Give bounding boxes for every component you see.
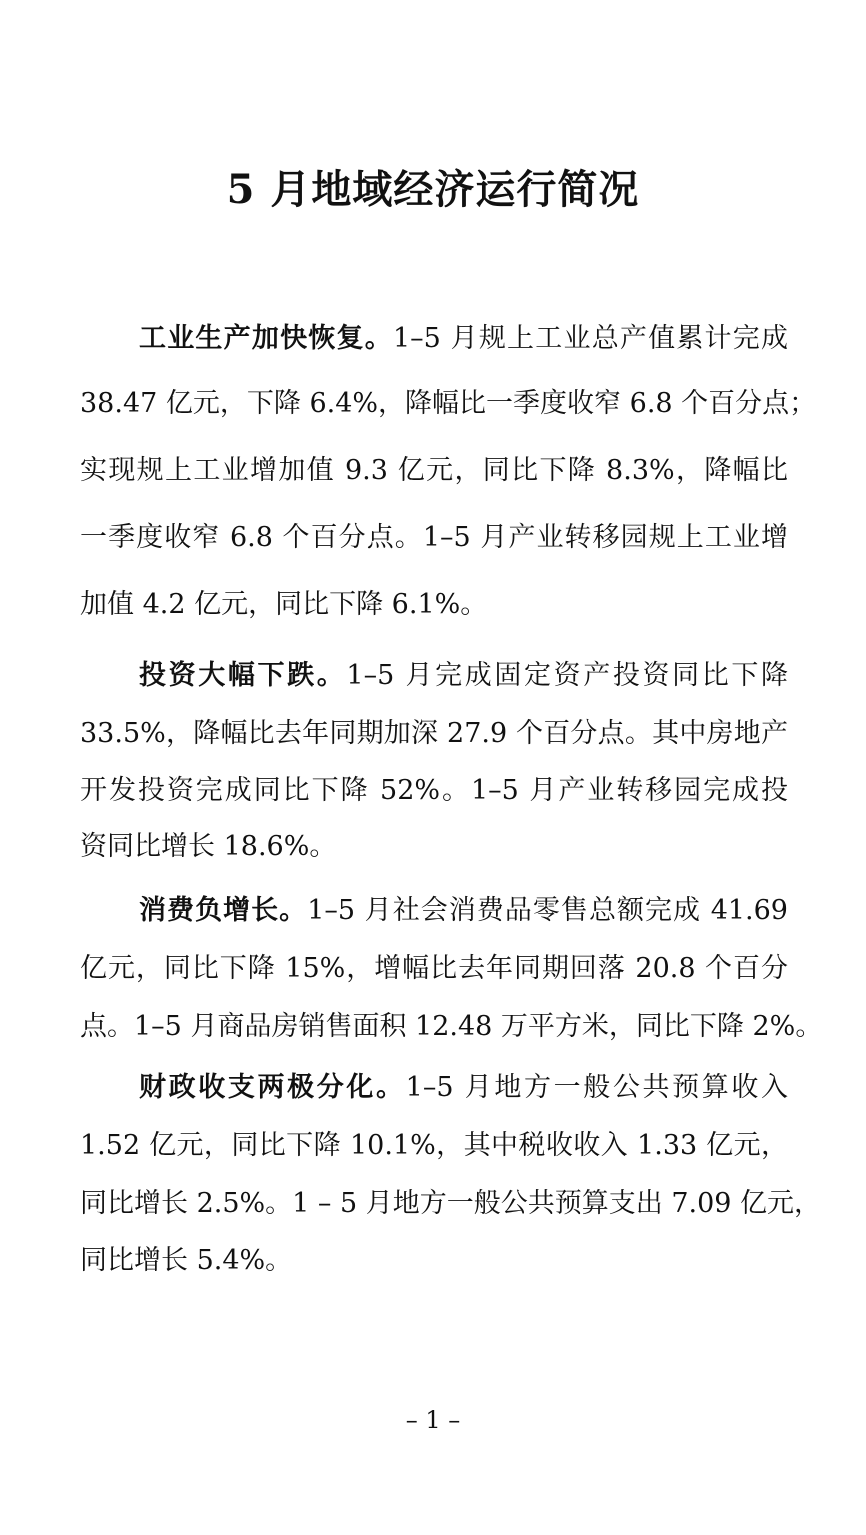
paragraph-line: 点。1–5 月商品房销售面积 12.48 万平方米，同比下降 2%。 — [80, 1011, 823, 1042]
paragraph-line: 开发投资完成同比下降 52%。1–5 月产业转移园完成投 — [80, 775, 788, 806]
section-heading: 消费负增长。 — [139, 895, 308, 926]
paragraph-text: 1–5 月社会消费品零售总额完成 41.69 — [307, 895, 788, 926]
paragraph-line: 38.47 亿元，下降 6.4%，降幅比一季度收窄 6.8 个百分点； — [80, 388, 817, 419]
paragraph-line: 实现规上工业增加值 9.3 亿元，同比下降 8.3%，降幅比 — [80, 455, 788, 486]
section-heading: 财政收支两极分化。 — [139, 1072, 406, 1103]
section-heading: 投资大幅下跌。 — [139, 660, 347, 691]
document-title: 5 月地域经济运行简况 — [226, 166, 640, 213]
paragraph-line — [139, 891, 788, 931]
section-heading: 工业生产加快恢复。 — [139, 323, 393, 354]
paragraph-line — [139, 656, 788, 696]
paragraph-line: 资同比增长 18.6%。 — [80, 831, 337, 862]
paragraph-line: 33.5%，降幅比去年同期加深 27.9 个百分点。其中房地产 — [80, 718, 788, 749]
paragraph-line: 同比增长 2.5%。1 – 5 月地方一般公共预算支出 7.09 亿元， — [80, 1188, 822, 1219]
paragraph-line: 1.52 亿元，同比下降 10.1%，其中税收收入 1.33 亿元， — [80, 1130, 788, 1161]
paragraph-line — [139, 1068, 788, 1108]
paragraph-text: 1–5 月地方一般公共预算收入 — [405, 1072, 788, 1103]
paragraph-text: 1–5 月规上工业总产值累计完成 — [392, 323, 788, 354]
paragraph-line: 亿元，同比下降 15%，增幅比去年同期回落 20.8 个百分 — [80, 953, 788, 984]
paragraph-text: 1–5 月完成固定资产投资同比下降 — [346, 660, 789, 691]
paragraph-line — [139, 319, 788, 359]
page-number: – 1 – — [405, 1406, 461, 1434]
paragraph-line: 同比增长 5.4%。 — [80, 1245, 293, 1276]
paragraph-line: 加值 4.2 亿元，同比下降 6.1%。 — [80, 589, 488, 620]
paragraph-line: 一季度收窄 6.8 个百分点。1–5 月产业转移园规上工业增 — [80, 522, 788, 553]
